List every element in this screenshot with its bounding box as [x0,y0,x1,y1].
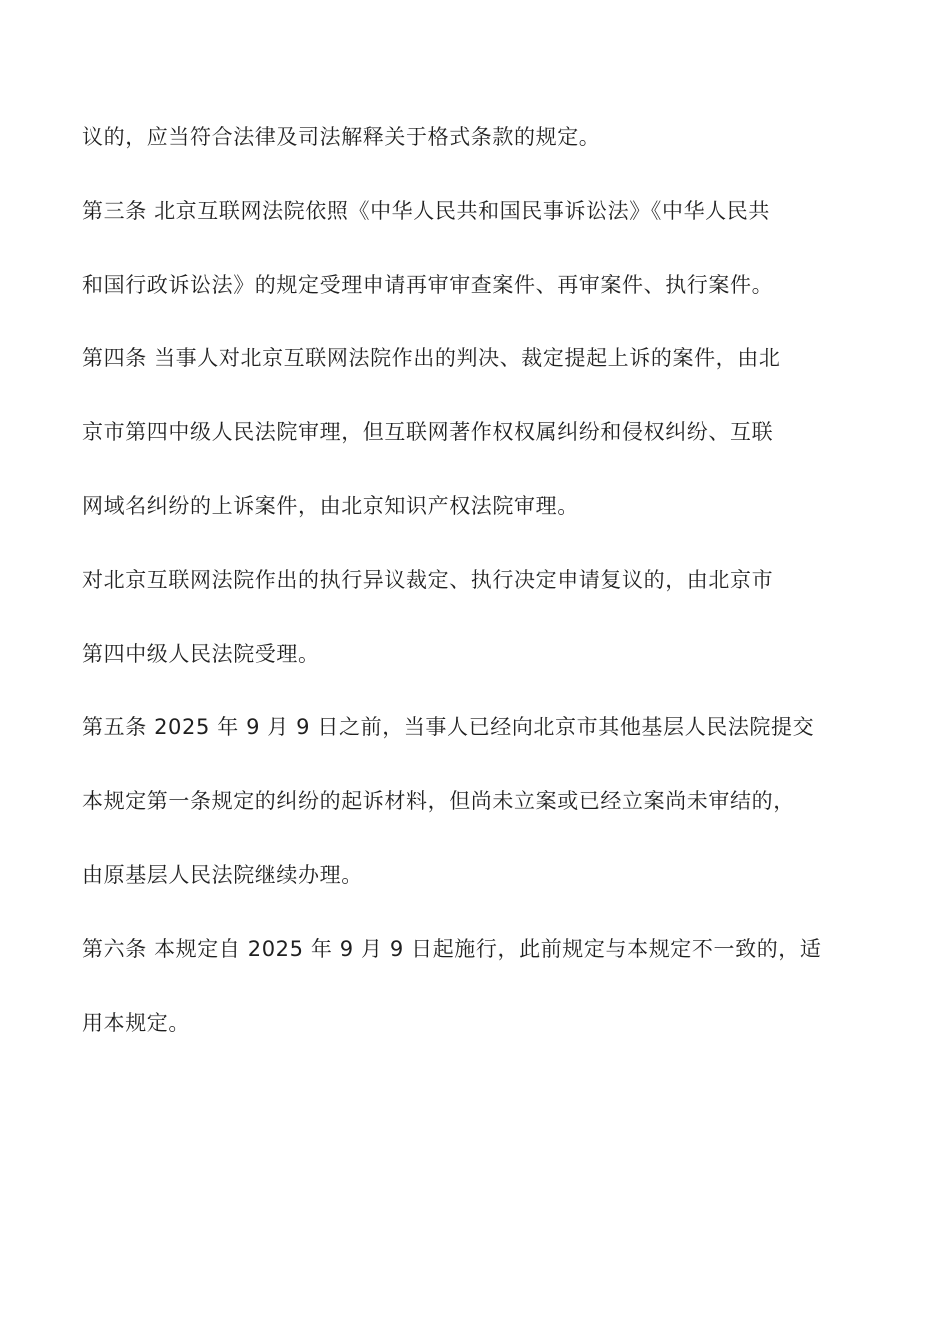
article-5-line: 第五条 2025 年 9 月 9 日之前，当事人已经向北京市其他基层人民法院提交 [82,715,815,739]
article-3-line: 第三条 北京互联网法院依照《中华人民共和国民事诉讼法》《中华人民共 [82,199,770,223]
article-6-line: 第六条 本规定自 2025 年 9 月 9 日起施行，此前规定与本规定不一致的，适 [82,937,822,961]
text-line: 议的，应当符合法律及司法解释关于格式条款的规定。 [82,125,601,149]
text-line: 和国行政诉讼法》的规定受理申请再审审查案件、再审案件、执行案件。 [82,273,774,297]
text-line: 用本规定。 [82,1011,190,1035]
text-line: 由原基层人民法院继续办理。 [82,863,363,887]
text-line: 对北京互联网法院作出的执行异议裁定、执行决定申请复议的，由北京市 [82,568,774,592]
text-line: 京市第四中级人民法院审理，但互联网著作权权属纠纷和侵权纠纷、互联 [82,420,774,444]
text-line: 第四中级人民法院受理。 [82,642,320,666]
text-line: 本规定第一条规定的纠纷的起诉材料，但尚未立案或已经立案尚未审结的， [82,789,795,813]
text-line: 网域名纠纷的上诉案件，由北京知识产权法院审理。 [82,494,579,518]
article-4-line: 第四条 当事人对北京互联网法院作出的判决、裁定提起上诉的案件，由北 [82,346,781,370]
